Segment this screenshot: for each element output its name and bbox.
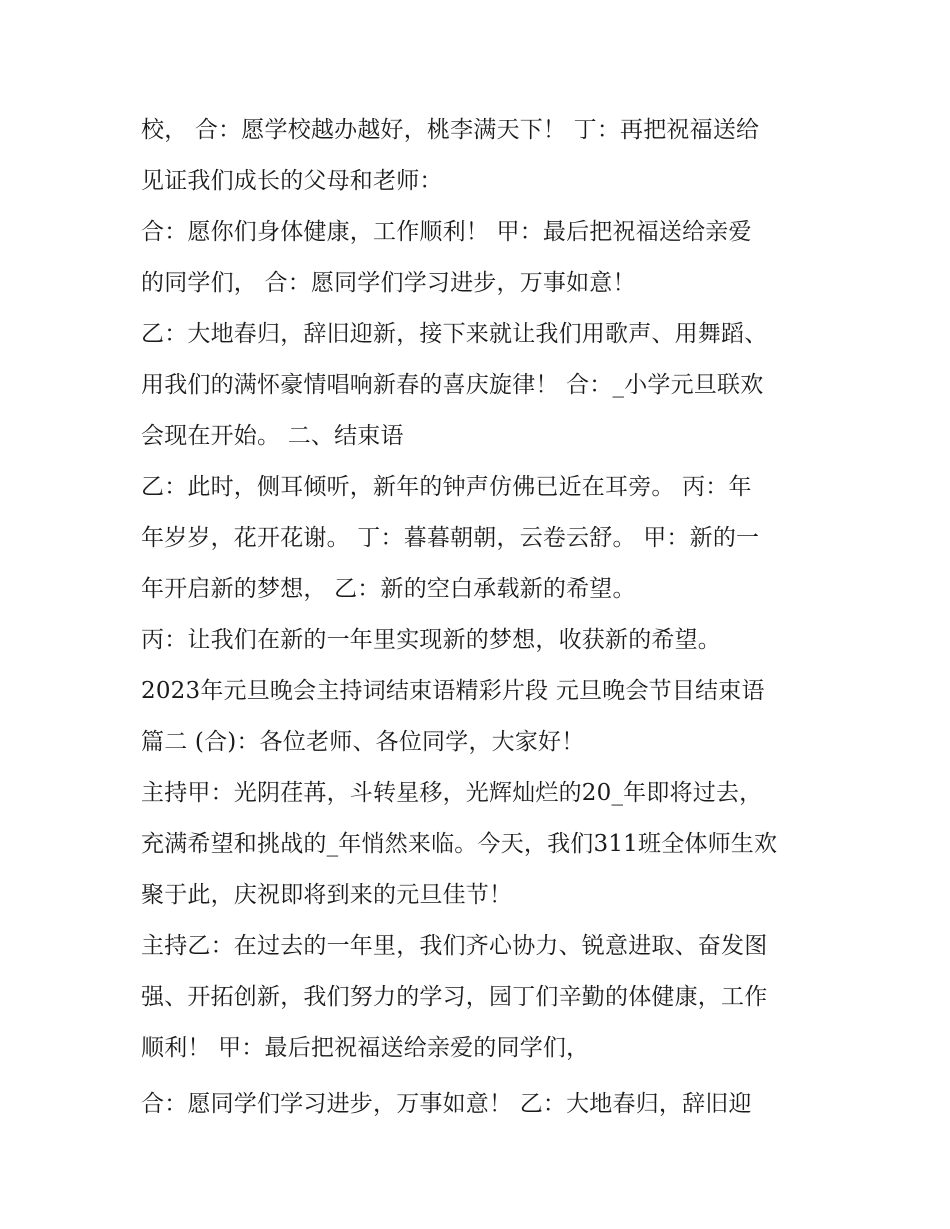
text-line-12: 2023年元旦晚会主持词结束语精彩片段 元旦晚会节目结束语 (141, 678, 765, 704)
text-line-19: 顺利！ 甲：最后把祝福送给亲爱的同学们， (141, 1035, 590, 1061)
text-line-10: 年开启新的梦想， 乙：新的空白承载新的希望。 (141, 576, 636, 602)
document-body (141, 108, 821, 1133)
text-line-17: 主持乙：在过去的一年里，我们齐心协力、锐意进取、奋发图 (141, 933, 768, 959)
text-line-2: 见证我们成长的父母和老师： (141, 168, 443, 194)
text-line-6: 用我们的满怀豪情唱响新春的喜庆旋律！ 合：_小学元旦联欢 (141, 372, 764, 398)
text-line-4: 的同学们， 合：愿同学们学习进步，万事如意！ (141, 270, 636, 296)
text-line-1: 校， 合：愿学校越办越好，桃李满天下！ 丁：再把祝福送给 (141, 117, 760, 143)
text-line-13: 篇二 (合)：各位老师、各位同学，大家好！ (141, 729, 585, 755)
text-line-16: 聚于此，庆祝即将到来的元旦佳节！ (141, 882, 513, 908)
text-line-9: 年岁岁，花开花谢。 丁：暮暮朝朝，云卷云舒。 甲：新的一 (141, 525, 760, 551)
text-line-14: 主持甲：光阴荏苒，斗转星移，光辉灿烂的20_年即将过去， (141, 780, 763, 806)
text-line-7: 会现在开始。 二、结束语 (141, 423, 404, 449)
text-line-18: 强、开拓创新，我们努力的学习，园丁们辛勤的体健康，工作 (141, 984, 768, 1010)
text-line-8: 乙：此时，侧耳倾听，新年的钟声仿佛已近在耳旁。 丙：年 (141, 474, 752, 500)
text-line-15: 充满希望和挑战的_年悄然来临。今天，我们311班全体师生欢 (141, 831, 778, 857)
text-line-20: 合：愿同学们学习进步，万事如意！ 乙：大地春归，辞旧迎 (141, 1091, 752, 1117)
text-line-5: 乙：大地春归，辞旧迎新，接下来就让我们用歌声、用舞蹈、 (141, 321, 768, 347)
text-line-3: 合：愿你们身体健康，工作顺利！ 甲：最后把祝福送给亲爱 (141, 219, 752, 245)
text-line-11: 丙：让我们在新的一年里实现新的梦想，收获新的希望。 (141, 627, 721, 653)
